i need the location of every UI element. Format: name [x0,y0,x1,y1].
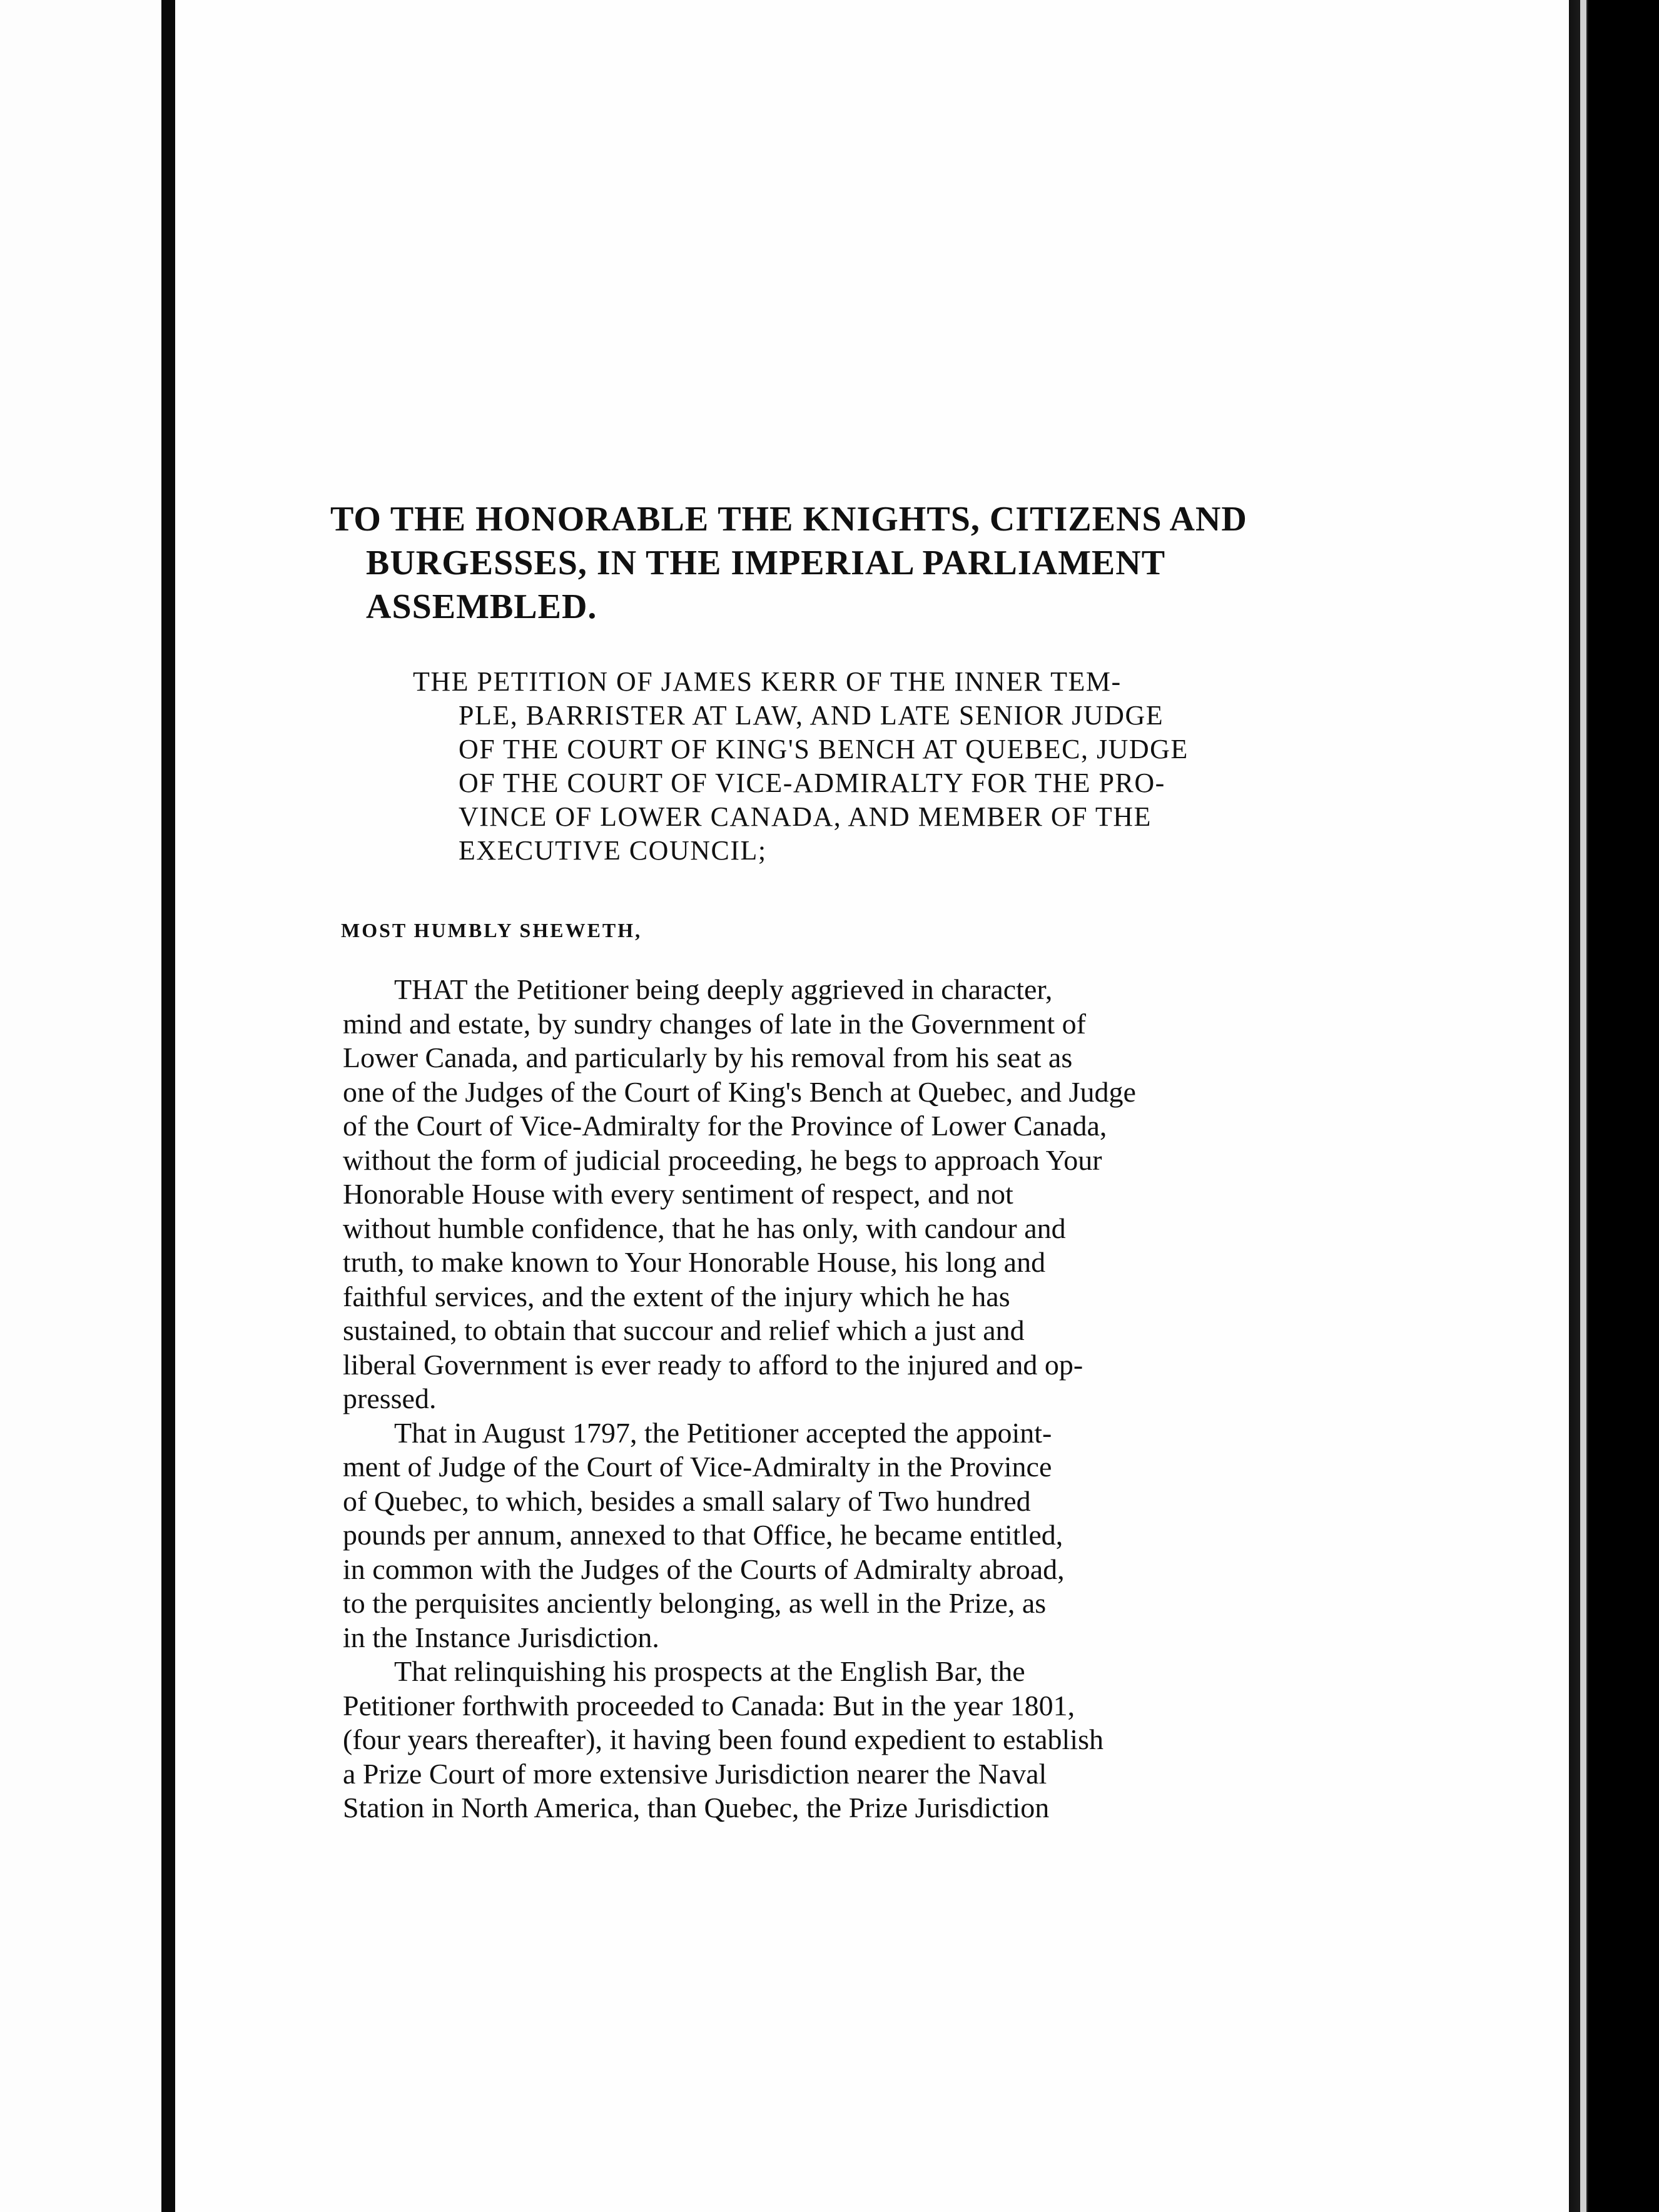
body-line: a Prize Court of more extensive Jurisdiction nearer the Naval [343,1757,1047,1790]
petition-title-line: PLE, BARRISTER AT LAW, AND LATE SENIOR JUDGE [459,700,1164,731]
book-gutter [161,0,175,2212]
petition-title [413,665,1251,868]
body-line: pressed. [343,1382,437,1414]
petition-title-line: EXECUTIVE COUNCIL; [459,835,767,866]
body-line: pounds per annum, annexed to that Office, he became entitled, [343,1519,1063,1551]
body-line: That in August 1797, the Petitioner accepted the appoint- [394,1416,1052,1449]
petition-heading [325,497,1251,629]
body-line: one of the Judges of the Court of King's Bench at Quebec, and Judge [343,1075,1136,1108]
body-line: ment of Judge of the Court of Vice-Admiralty in the Province [343,1451,1052,1483]
body-line: mind and estate, by sundry changes of late in the Government of [343,1007,1087,1040]
body-line: That relinquishing his prospects at the English Bar, the [394,1655,1025,1687]
body-line: Lower Canada, and particularly by his removal from his seat as [343,1042,1073,1073]
facing-page-edge [0,0,170,2212]
body-line: liberal Government is ever ready to afford to the injured and op- [343,1348,1083,1381]
body-line: (four years thereafter), it having been found expedient to establish [343,1723,1103,1755]
petition-title-line: OF THE COURT OF VICE-ADMIRALTY FOR THE PRO- [459,768,1165,798]
body-line: sustained, to obtain that succour and relief which a just and [343,1314,1025,1346]
body-line: to the perquisites anciently belonging, as well in the Prize, as [343,1587,1047,1619]
petition-title-line: VINCE OF LOWER CANADA, AND MEMBER OF THE [459,801,1152,832]
body-line: Petitioner forthwith proceeded to Canada: But in the year 1801, [343,1689,1075,1722]
body-line: of Quebec, to which, besides a small salary of Two hundred [343,1484,1031,1517]
salutation: MOST HUMBLY SHEWETH, [341,919,642,941]
body-line: Station in North America, than Quebec, the Prize Jurisdiction [343,1792,1050,1824]
body-line: faithful services, and the extent of the injury which he has [343,1280,1010,1312]
body-line: without humble confidence, that he has only, with candour and [343,1212,1066,1244]
page-edge-sliver [1580,0,1586,2212]
body-line: THAT the Petitioner being deeply aggrieved in character, [394,973,1053,1005]
petition-body [343,973,1256,1825]
body-line: in common with the Judges of the Courts of Admiralty abroad, [343,1553,1065,1585]
body-line: Honorable House with every sentiment of respect, and not [343,1178,1013,1210]
petition-title-line: THE PETITION OF JAMES KERR OF THE INNER TEM- [413,666,1122,697]
heading-line: BURGESSES, IN THE IMPERIAL PARLIAMENT [366,544,1166,582]
body-line: without the form of judicial proceeding, he begs to approach Your [343,1144,1102,1176]
heading-line: TO THE HONORABLE THE KNIGHTS, CITIZENS AND [330,500,1247,539]
petition-title-line: OF THE COURT OF KING'S BENCH AT QUEBEC, JUDGE [459,734,1189,764]
page-edge-right [1569,0,1659,2212]
body-line: truth, to make known to Your Honorable House, his long and [343,1246,1046,1278]
body-line: in the Instance Jurisdiction. [343,1621,659,1653]
body-line: of the Court of Vice-Admiralty for the Province of Lower Canada, [343,1110,1107,1142]
heading-line: ASSEMBLED. [366,587,597,626]
